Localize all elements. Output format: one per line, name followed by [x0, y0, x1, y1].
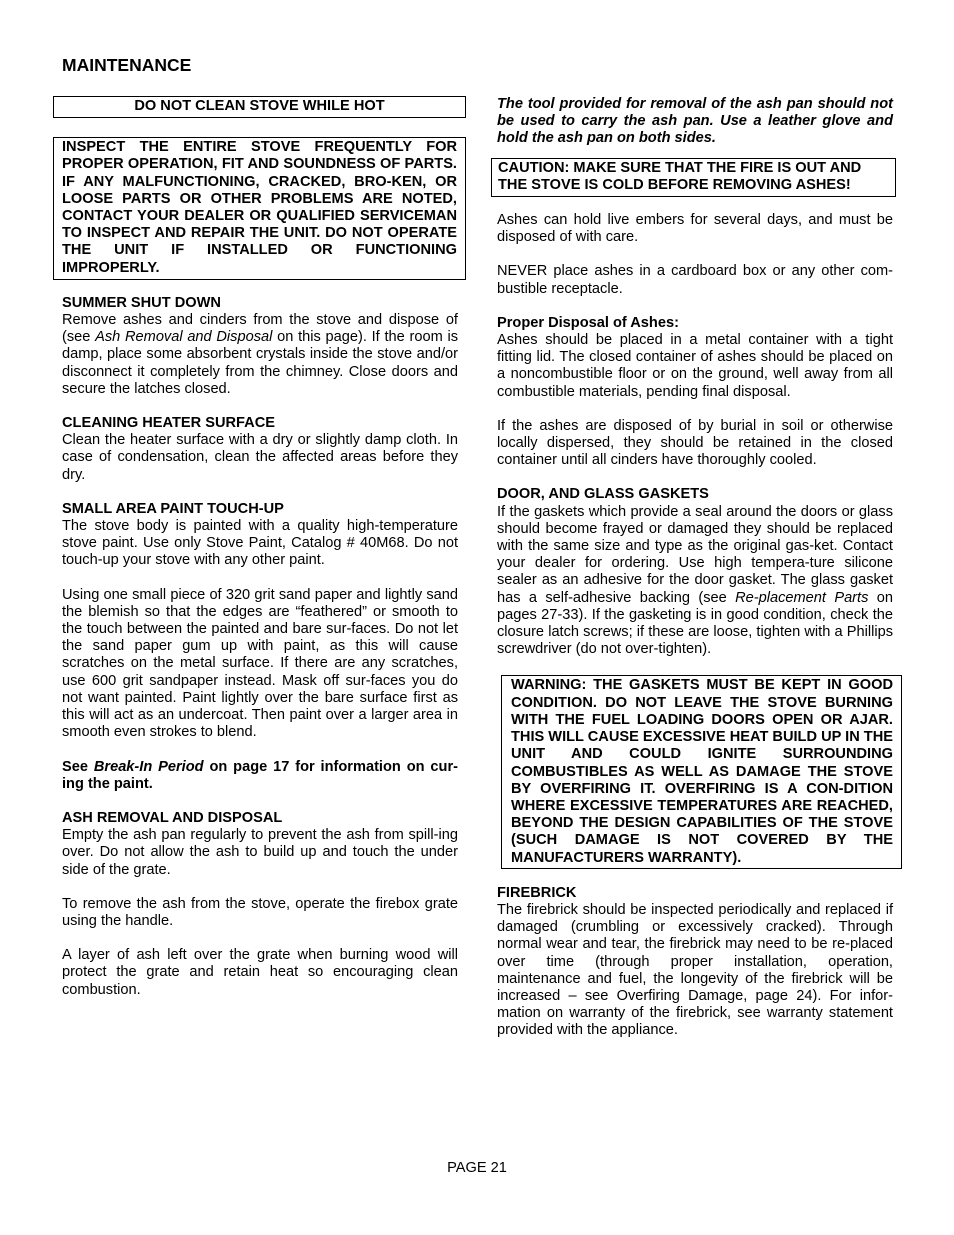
summer-shutdown-text: Remove ashes and cinders from the stove and dispose of (see Ash Removal and Disposal on this page). If the room is damp, place some absorbent crystals inside the stove and/or disconnect it completely from the chimney. Close doors and secure the latches closed. — [62, 312, 458, 397]
ash-text-3: A layer of ash left over the grate when burning wood will protect the grate and retain heat so encouraging clean combustion. — [62, 947, 458, 998]
hot-warning-box: DO NOT CLEAN STOVE WHILE HOT — [53, 96, 466, 118]
right-column — [491, 96, 896, 1040]
never-text: NEVER place ashes in a cardboard box or any other com-bustible receptacle. — [497, 263, 893, 297]
left-column — [53, 96, 466, 999]
page-number: PAGE 21 — [447, 1160, 507, 1176]
firebrick-text: The firebrick should be inspected periodically and replaced if damaged (crumbling or excessively cracked). Through normal wear and tear, the firebrick may need to be re-placed over time (through proper installation, operation, maintenance and fuel, the longevity of the firebrick will be increased – see Overfiring Damage, page 24). For infor-mation on warranty of the firebrick, see warranty statement provided with the appliance. — [497, 901, 893, 1039]
tool-note: The tool provided for removal of the ash pan should not be used to carry the ash pan. Use a leather glove and hold the ash pan on both sides. — [497, 96, 893, 147]
ash-text-2: To remove the ash from the stove, operate the firebox grate using the handle. — [62, 895, 458, 929]
disposal-heading: Proper Disposal of Ashes: — [497, 314, 679, 331]
caution-box: CAUTION: MAKE SURE THAT THE FIRE IS OUT AND THE STOVE IS COLD BEFORE REMOVING ASHES! — [491, 158, 896, 197]
gasket-warning-box: WARNING: THE GASKETS MUST BE KEPT IN GOOD CONDITION. DO NOT LEAVE THE STOVE BURNING WITH THE FUEL LOADING DOORS OPEN OR AJAR. THIS WILL CAUSE EXCESSIVE HEAT BUILD UP IN THE UNIT AND COULD IGNITE SURROUNDING COMBUSTIBLES AS WELL AS DAMAGE THE STOVE BY OVERFIRING IT. OVERFIRING IS A CON-DITION WHERE EXCESSIVE TEMPERATURES ARE REACHED, BEYOND THE DESIGN CAPABILITIES OF THE STOVE (SUCH DAMAGE IS NOT COVERED BY THE MANUFACTURERS WARRANTY). — [501, 675, 902, 868]
ash-removal-reference: Ash Removal and Disposal — [95, 329, 273, 346]
gaskets-heading: DOOR, AND GLASS GASKETS — [497, 486, 709, 503]
page-title: MAINTENANCE — [62, 55, 192, 75]
cleaning-heading: CLEANING HEATER SURFACE — [62, 415, 275, 432]
paint-heading: SMALL AREA PAINT TOUCH-UP — [62, 500, 284, 517]
disposal-text-2: If the ashes are disposed of by burial in soil or otherwise locally dispersed, they should be retained in the closed container until all cinders have thoroughly cooled. — [497, 417, 893, 469]
inspect-warning-box: INSPECT THE ENTIRE STOVE FREQUENTLY FOR PROPER OPERATION, FIT AND SOUNDNESS OF PARTS. IF ANY MALFUNCTIONING, CRACKED, BRO-KEN, OR LOOSE PARTS OR OTHER PROBLEMS ARE NOTED, CONTACT YOUR DEALER OR QUALIFIED SERVICEMAN TO INSPECT AND REPAIR THE UNIT. DO NOT OPERATE THE UNIT IF INSTALLED OR FUNCTIONING IMPROPERLY. — [53, 137, 466, 280]
paint-text-1: The stove body is painted with a quality high-temperature stove paint. Use only Stove Paint, Catalog # 40M68. Do not touch-up your stove with any other paint. — [62, 518, 458, 569]
cleaning-text: Clean the heater surface with a dry or slightly damp cloth. In case of condensation, clean the affected areas before they dry. — [62, 432, 458, 483]
disposal-text-1: Ashes should be placed in a metal container with a tight fitting lid. The closed container of ashes should be placed on a noncombustible floor or on the ground, well away from all combustible materials, pending final disposal. — [497, 332, 893, 400]
replacement-parts-reference: Re-placement Parts — [735, 589, 869, 606]
embers-text: Ashes can hold live embers for several days, and must be disposed of with care. — [497, 212, 893, 246]
break-in-reference: Break-In Period — [93, 758, 204, 775]
paint-text-2: Using one small piece of 320 grit sand paper and lightly sand the blemish so that the edges are “feathered” or smooth to the touch between the painted and bare sur-faces. Do not let the sand paper gum up with paint, as this will cause scratches on the metal surface. If there are any scratches, use 600 grit sandpaper instead. Mask off sur-faces you do not want painted. Paint lightly over the bare surface first as this will act as an undercoat. Then paint over a larger area in smooth even strokes to blend. — [62, 586, 458, 741]
gaskets-text: If the gaskets which provide a seal around the doors or glass should become frayed or damaged they should be replaced with the same size and type as the original gas-ket. Contact your dealer for ordering. Use high tempera-ture silicone sealer as an adhesive for the door gasket. The glass gasket has a self-adhesive backing (see Re-placement Parts on pages 27-33). If the gasketing is in good condition, check the closure latch screws; if these are loose, tighten with a Phillips screwdriver (do not over-tighten). — [497, 503, 893, 658]
ash-heading: ASH REMOVAL AND DISPOSAL — [62, 809, 283, 826]
firebrick-heading: FIREBRICK — [497, 884, 577, 901]
ash-text-1: Empty the ash pan regularly to prevent the ash from spill-ing over. Do not allow the ash to build up and touch the under side of the grate. — [62, 827, 458, 878]
summer-shutdown-heading: SUMMER SHUT DOWN — [62, 294, 221, 311]
paint-see-note: See Break-In Period on page 17 for information on cur-ing the paint. — [62, 758, 458, 792]
summer-shutdown-section — [53, 295, 466, 999]
